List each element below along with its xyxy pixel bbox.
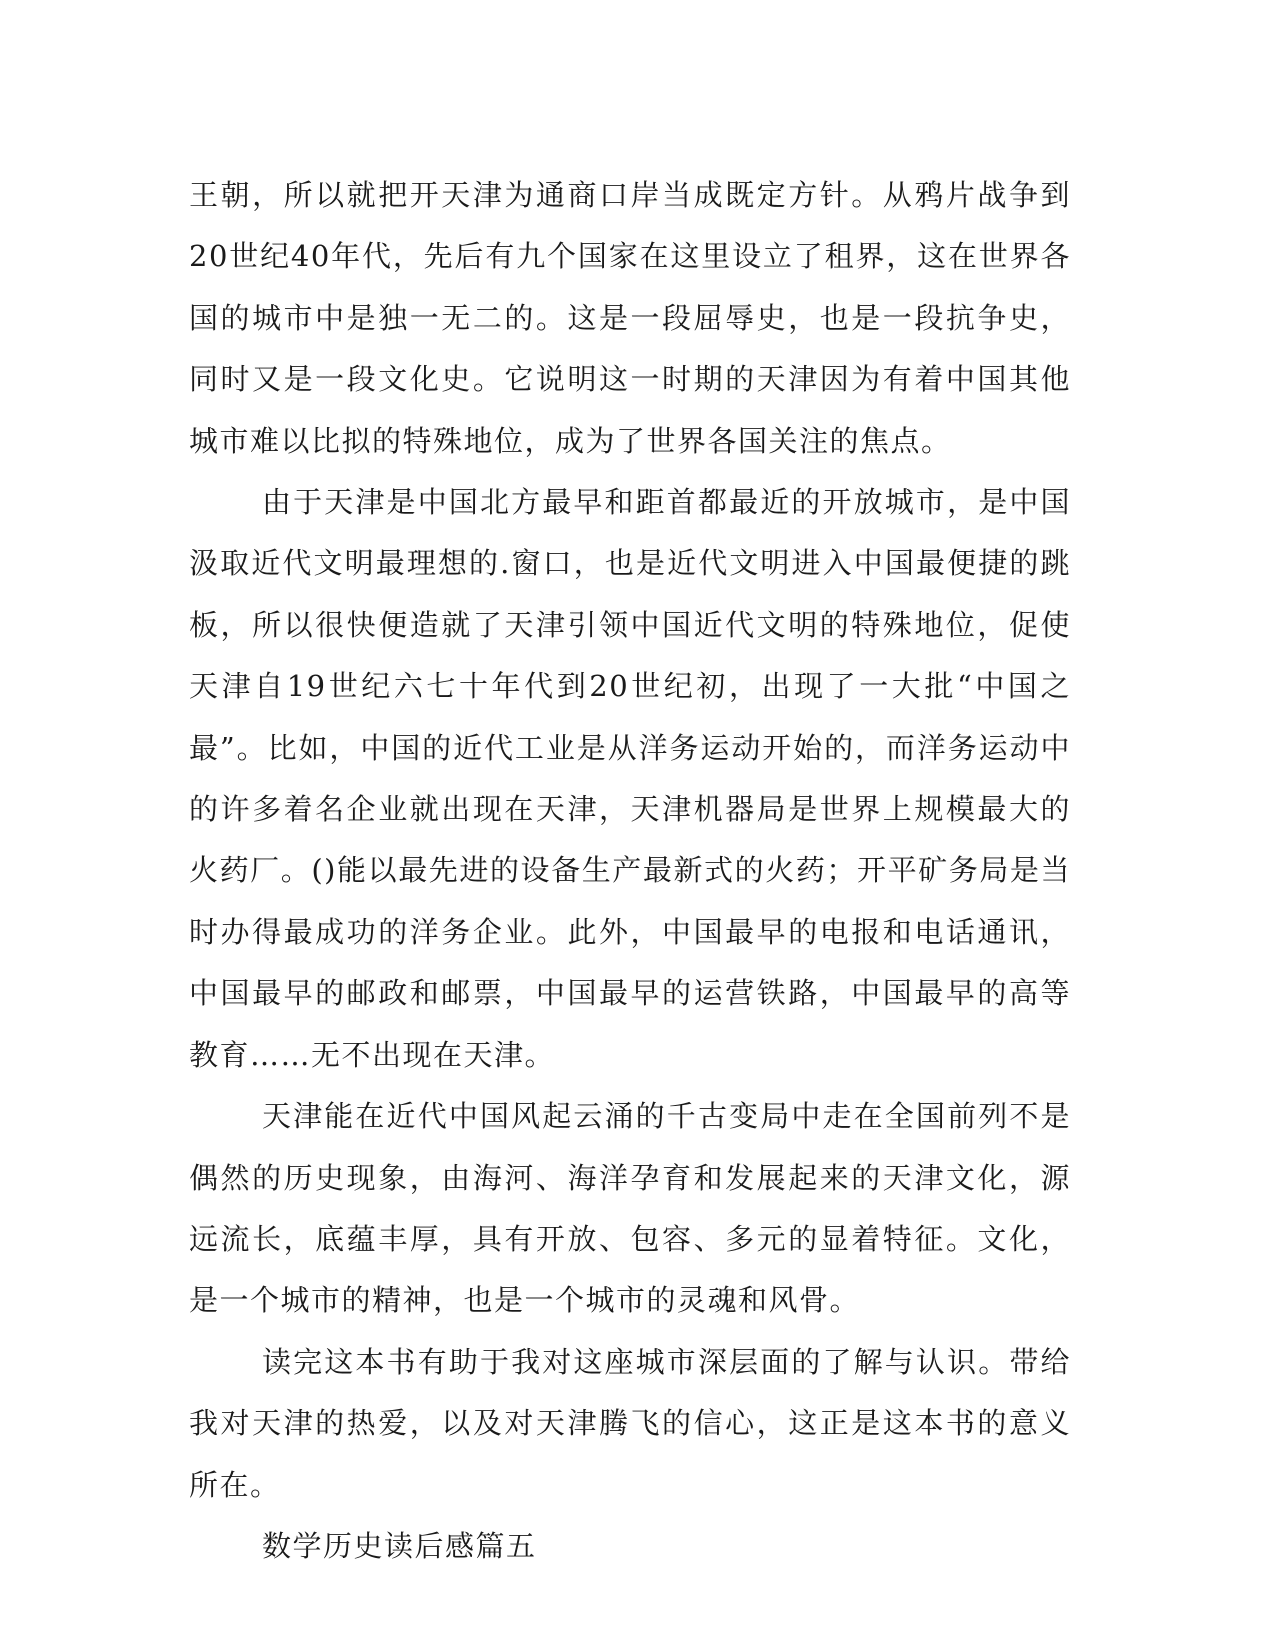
- section-heading: 数学历史读后感篇五: [262, 1528, 537, 1563]
- document-body: [189, 165, 1071, 1577]
- paragraph-1: 王朝，所以就把开天津为通商口岸当成既定方针。从鸦片战争到20世纪40年代，先后有九个国家在这里设立了租界，这在世界各国的城市中是独一无二的。这是一段屈辱史，也是一段抗争史，同时又是一段文化史。它说明这一时期的天津因为有着中国其他城市难以比拟的特殊地位，成为了世界各国关注的焦点。: [189, 178, 1071, 458]
- paragraph-2: 由于天津是中国北方最早和距首都最近的开放城市，是中国汲取近代文明最理想的.窗口，也是近代文明进入中国最便捷的跳板，所以很快便造就了天津引领中国近代文明的特殊地位，促使天津自19世纪六七十年代到20世纪初，出现了一大批“中国之最”。比如，中国的近代工业是从洋务运动开始的，而洋务运动中的许多着名企业就出现在天津，天津机器局是世界上规模最大的火药厂。()能以最先进的设备生产最新式的火药；开平矿务局是当时办得最成功的洋务企业。此外，中国最早的电报和电话通讯，中国最早的邮政和邮票，中国最早的运营铁路，中国最早的高等教育……无不出现在天津。: [189, 485, 1071, 1072]
- paragraph-4: 读完这本书有助于我对这座城市深层面的了解与认识。带给我对天津的热爱，以及对天津腾飞的信心，这正是这本书的意义所在。: [189, 1344, 1071, 1502]
- paragraph-3: 天津能在近代中国风起云涌的千古变局中走在全国前列不是偶然的历史现象，由海河、海洋孕育和发展起来的天津文化，源远流长，底蕴丰厚，具有开放、包容、多元的显着特征。文化，是一个城市的精神，也是一个城市的灵魂和风骨。: [189, 1099, 1071, 1318]
